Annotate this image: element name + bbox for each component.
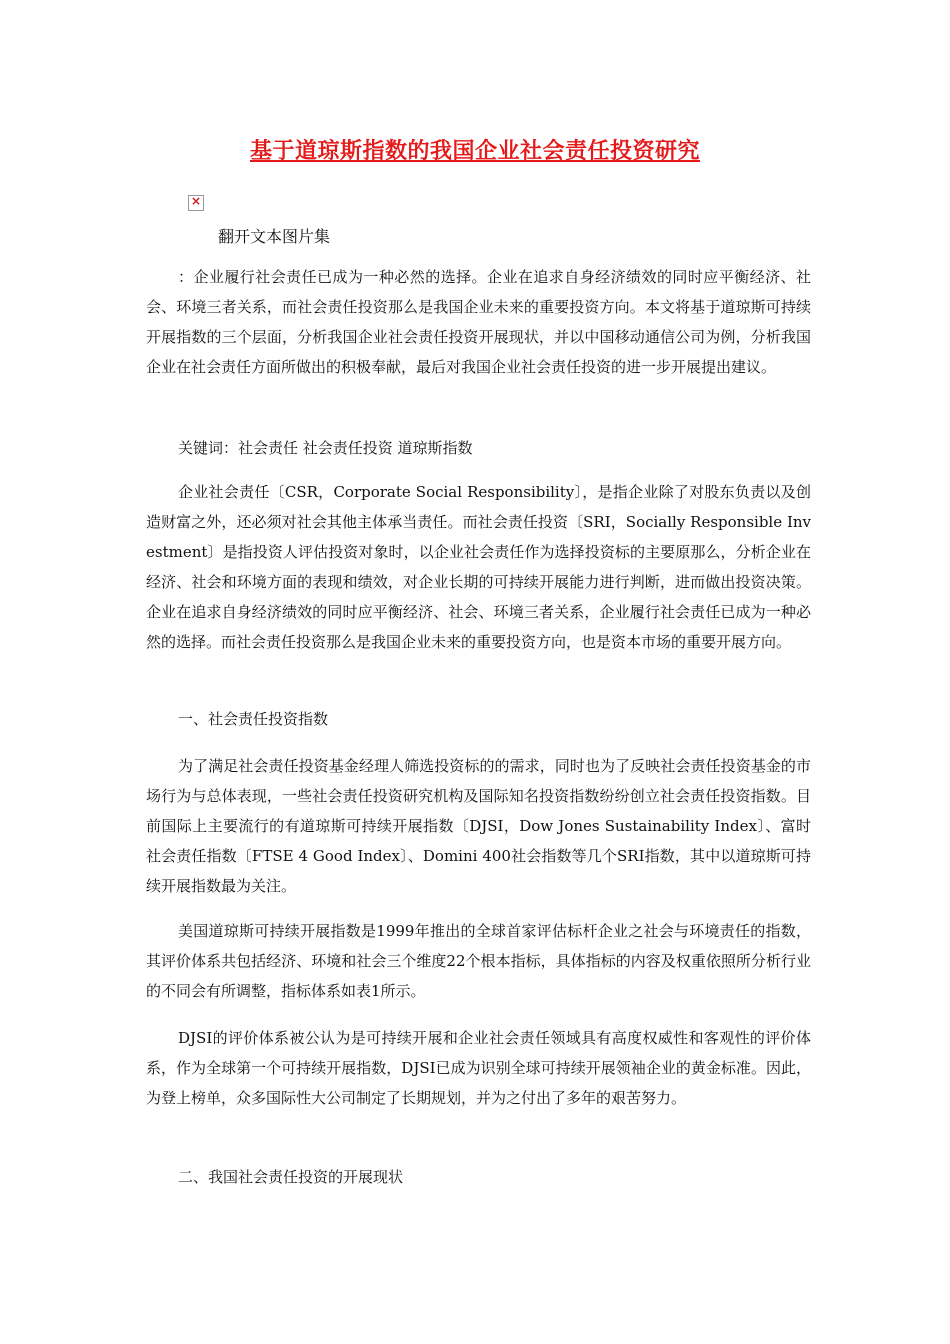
intro-paragraph — [146, 477, 811, 657]
paragraph: 关键词：社会责任 社会责任投资 道琼斯指数 — [178, 439, 473, 457]
paragraph: 美国道琼斯可持续开展指数是1999年推出的全球首家评估标杆企业之社会与环境责任的指数，其评价体系共包括经济、环境和社会三个维度22个根本指标，具体指标的内容及权重依照所分析行业的不同会有所调整，指标体系如表1所示。 — [146, 922, 811, 1000]
paragraph: 二、我国社会责任投资的开展现状 — [178, 1168, 404, 1186]
broken-image-icon: × — [188, 195, 204, 211]
abstract-paragraph — [146, 262, 811, 382]
section-paragraph — [146, 751, 811, 901]
section-paragraph — [146, 1023, 811, 1113]
document-title: 基于道琼斯指数的我国企业社会责任投资研究 — [249, 138, 700, 164]
keywords-paragraph — [146, 433, 811, 463]
section-heading — [146, 1162, 811, 1192]
paragraph: DJSI的评价体系被公认为是可持续开展和企业社会责任领域具有高度权威性和客观性的评价体系，作为全球第一个可持续开展指数，DJSI已成为识别全球可持续开展领袖企业的黄金标准。因此，为登上榜单，众多国际性大公司制定了长期规划，并为之付出了多年的艰苦努力。 — [146, 1029, 811, 1107]
paragraph: 企业社会责任〔CSR，Corporate Social Responsibility〕，是指企业除了对股东负责以及创造财富之外，还必须对社会其他主体承当责任。而社会责任投资〔SRI，Socially Responsible Investment〕是指投资人评估投资对象时，以企业社会责任作为选择投资标的主要原那么，分析企业在经济、社会和环境方面的表现和绩效，对企业长期的可持续开展能力进行判断，进而做出投资决策。企业在追求自身经济绩效的同时应平衡经济、社会、环境三者关系，企业履行社会责任已成为一种必然的选择。而社会责任投资那么是我国企业未来的重要投资方向，也是资本市场的重要开展方向。 — [146, 483, 811, 651]
section-heading — [146, 704, 811, 734]
paragraph: ：企业履行社会责任已成为一种必然的选择。企业在追求自身经济绩效的同时应平衡经济、社会、环境三者关系，而社会责任投资那么是我国企业未来的重要投资方向。本文将基于道琼斯可持续开展指数的三个层面，分析我国企业社会责任投资开展现状，并以中国移动通信公司为例，分析我国企业在社会责任方面所做出的积极奉献，最后对我国企业社会责任投资的进一步开展提出建议。 — [146, 268, 811, 376]
image-caption: 翻开文本图片集 — [218, 227, 331, 246]
paragraph: 为了满足社会责任投资基金经理人筛选投资标的的需求，同时也为了反映社会责任投资基金的市场行为与总体表现，一些社会责任投资研究机构及国际知名投资指数纷纷创立社会责任投资指数。目前国际上主要流行的有道琼斯可持续开展指数〔DJSI，Dow Jones Sustainability Index〕、富时社会责任指数〔FTSE 4 Good Index〕、Domini 400社会指数等几个SRI指数，其中以道琼斯可持续开展指数最为关注。 — [146, 757, 811, 895]
paragraph: 一、社会责任投资指数 — [178, 710, 329, 728]
section-paragraph — [146, 916, 811, 1006]
